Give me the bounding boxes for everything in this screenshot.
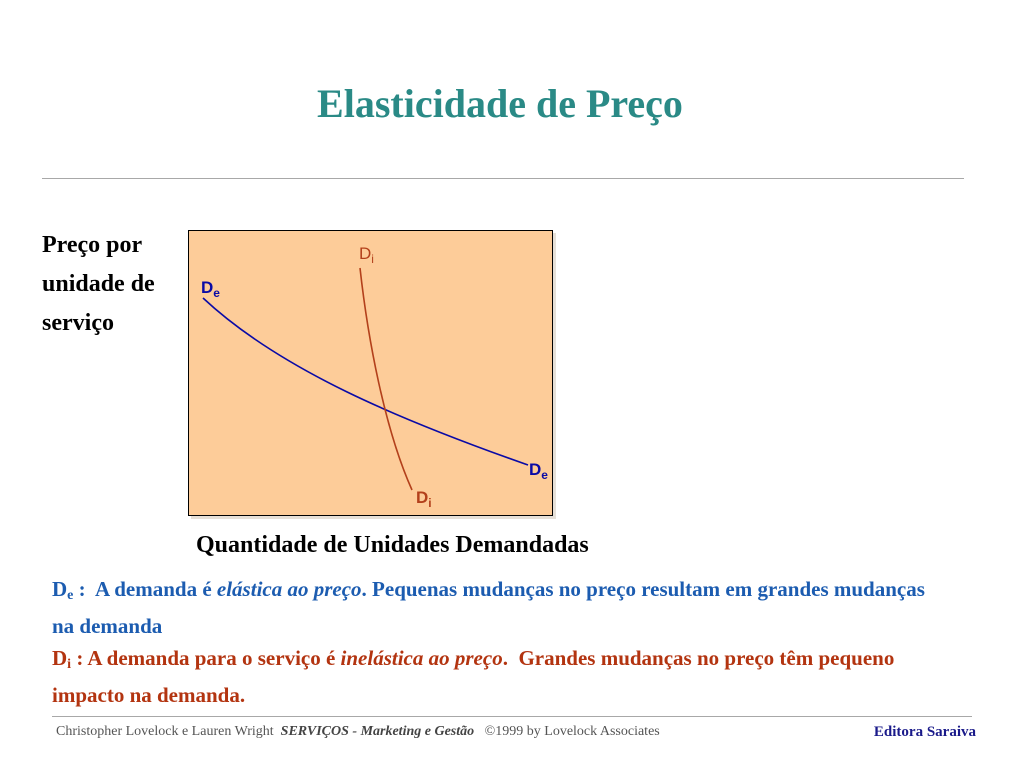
slide-title: Elasticidade de Preço [317,81,683,126]
inelastic-curve-label-bottom: $D_i$ [416,488,432,510]
footer-divider [52,716,972,717]
note-emphasis: inelástica ao preço [340,646,503,670]
footer-credits [56,724,660,740]
inelastic-definition [52,643,952,710]
y-axis-label-line: unidade de [42,271,155,297]
y-axis-label-line: Preço por [42,232,143,258]
footer-copyright: ©1999 by Lovelock Associates [484,724,660,739]
note-text: . Grandes mudanças no preço têm pequeno impacto na demanda. [52,646,900,707]
note-text: . Pequenas mudanças no preço resultam em grandes mudanças na demanda [52,577,925,638]
note-emphasis: elástica ao preço [216,577,362,601]
note-text: : A demanda é [73,577,217,601]
elastic-curve-label-bottom: $D_e$ [529,460,548,482]
elastic-curve-label-top: $D_e$ [201,278,220,300]
footer-authors: Christopher Lovelock e Lauren Wright [56,724,274,739]
footer-book-title: SERVIÇOS - Marketing e Gestão [280,724,475,739]
elastic-demand-curve [203,298,528,465]
x-axis-label: Quantidade de Unidades Demandadas [196,532,589,558]
note-symbol-subscript: i [67,657,72,672]
inelastic-demand-curve [360,268,412,490]
note-text: : A demanda para o serviço é [71,646,341,670]
y-axis-label-line: serviço [42,310,114,336]
footer-publisher: Editora Saraiva [873,724,976,740]
note-symbol-subscript: e [67,588,74,603]
elastic-definition [52,574,952,641]
note-symbol: D [52,577,68,601]
note-symbol: D [52,646,68,670]
inelastic-curve-label-top: $D_i$ [359,244,374,266]
